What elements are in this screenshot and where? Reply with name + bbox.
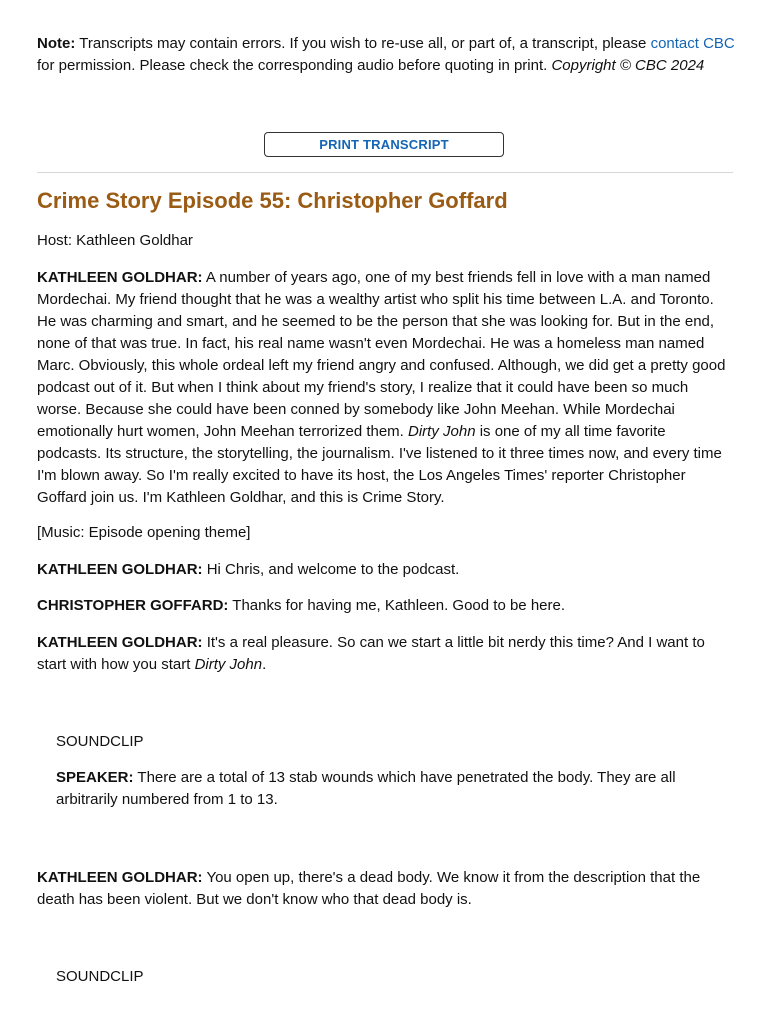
note-text-1: Transcripts may contain errors. If you wish to re-use all, or part of, a transcript, please — [75, 35, 651, 52]
transcript-paragraph — [37, 559, 733, 581]
transcript-note — [37, 33, 737, 77]
print-transcript-button[interactable]: PRINT TRANSCRIPT — [264, 132, 504, 157]
speaker-name: KATHLEEN GOLDHAR: — [37, 869, 203, 886]
transcript-paragraph — [37, 632, 733, 676]
paragraph-text: There are a total of 13 stab wounds which have penetrated the body. They are all arbitrarily numbered from 1 to 13. — [56, 769, 676, 808]
paragraph-text: Hi Chris, and welcome to the podcast. — [202, 561, 460, 578]
paragraph-text: . — [262, 656, 267, 673]
copyright-notice: Copyright © CBC 2024 — [551, 57, 705, 74]
speaker-name: KATHLEEN GOLDHAR: — [37, 634, 203, 651]
note-label: Note: — [37, 35, 76, 52]
show-title: Dirty John — [408, 423, 476, 440]
host-line: Host: Kathleen Goldhar — [37, 232, 193, 249]
paragraph-text: A number of years ago, one of my best friends fell in love with a man named Mordechai. My friend thought that he was a wealthy artist who split his time between L.A. and Toronto. He was charming and smart, and he seemed to be the person that she was looking for. But in the end, none of that was true. In fact, his real name wasn't even Mordechai. He was a homeless man named Marc. Obviously, this whole ordeal left my friend angry and confused. Although, we did get a pretty good podcast out of it. But when I think about my friend's story, I realize that it could have been so much worse. Because she could have been conned by somebody like John Meehan. While Mordechai emotionally hurt women, John Meehan terrorized them. — [37, 269, 726, 440]
soundclip-label: SOUNDCLIP — [56, 968, 144, 985]
speaker-name: SPEAKER: — [56, 769, 134, 786]
paragraph-text: Thanks for having me, Kathleen. Good to be here. — [228, 597, 566, 614]
music-cue: [Music: Episode opening theme] — [37, 524, 251, 541]
page-title: Crime Story Episode 55: Christopher Goffard — [37, 188, 508, 213]
transcript-paragraph — [37, 867, 733, 911]
speaker-name: KATHLEEN GOLDHAR: — [37, 561, 203, 578]
soundclip-label: SOUNDCLIP — [56, 733, 144, 750]
transcript-paragraph — [37, 595, 733, 617]
contact-cbc-link[interactable]: contact CBC — [650, 35, 735, 52]
show-title: Dirty John — [194, 656, 263, 673]
note-text-2: for permission. Please check the corresponding audio before quoting in print. — [37, 57, 552, 74]
paragraph-text: You open up, there's a dead body. We know it from the description that the death has been violent. But we don't know who that dead body is. — [37, 869, 701, 908]
soundclip-paragraph — [56, 767, 733, 811]
paragraph-text: It's a real pleasure. So can we start a little bit nerdy this time? And I want to start with how you start — [37, 634, 705, 673]
divider — [37, 172, 733, 173]
paragraph-text: is one of my all time favorite podcasts. Its structure, the storytelling, the journalism. I've listened to it three times now, and every time I'm blown away. So I'm really excited to have its host, the Los Angeles Times' reporter Christopher Goffard join us. I'm Kathleen Goldhar, and this is Crime Story. — [37, 423, 722, 506]
transcript-paragraph — [37, 267, 733, 509]
speaker-name: CHRISTOPHER GOFFARD: — [37, 597, 229, 614]
speaker-name: KATHLEEN GOLDHAR: — [37, 269, 203, 286]
